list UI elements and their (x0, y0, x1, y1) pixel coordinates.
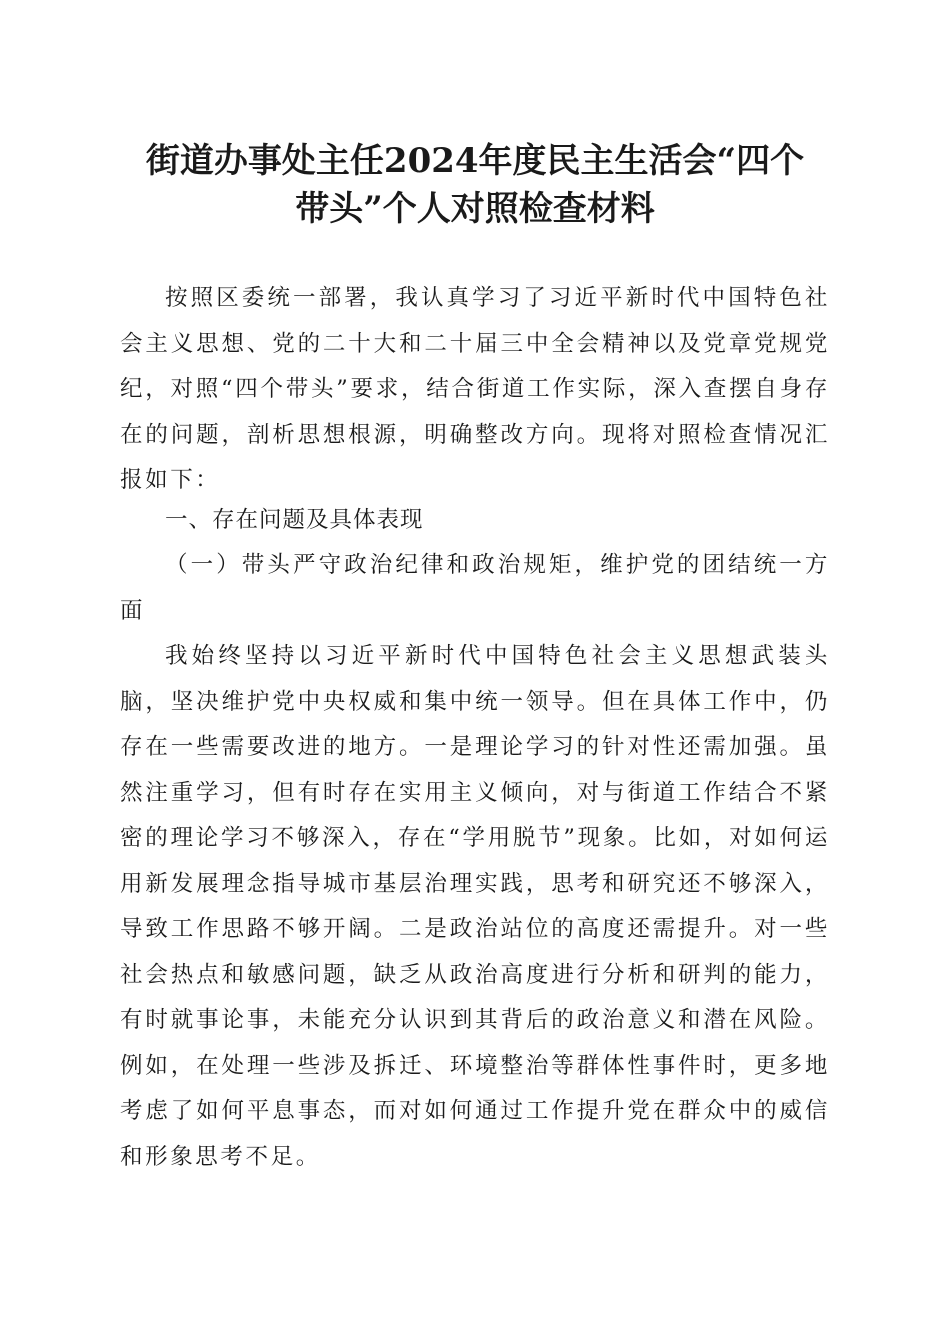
intro-paragraph: 按照区委统一部署，我认真学习了习近平新时代中国特色社会主义思想、党的二十大和二十届三中全会精神以及党章党规党纪，对照“四个带头”要求，结合街道工作实际，深入查摆自身存在的问题，剖析思想根源，明确整改方向。现将对照检查情况汇报如下： (120, 285, 830, 493)
section-heading: 一、存在问题及具体表现 (165, 507, 424, 533)
body-paragraph: 我始终坚持以习近平新时代中国特色社会主义思想武装头脑，坚决维护党中央权威和集中统一领导。但在具体工作中，仍存在一些需要改进的地方。一是理论学习的针对性还需加强。虽然注重学习，但有时存在实用主义倾向，对与街道工作结合不紧密的理论学习不够深入，存在“学用脱节”现象。比如，对如何运用新发展理念指导城市基层治理实践，思考和研究还不够深入，导致工作思路不够开阔。二是政治站位的高度还需提升。对一些社会热点和敏感问题，缺乏从政治高度进行分析和研判的能力，有时就事论事，未能充分认识到其背后的政治意义和潜在风险。例如，在处理一些涉及拆迁、环境整治等群体性事件时，更多地考虑了如何平息事态，而对如何通过工作提升党在群众中的威信和形象思考不足。 (120, 643, 830, 1170)
document-title-line-1: 街道办事处主任2024年度民主生活会“四个 (145, 141, 805, 181)
document-title-line-2: 带头”个人对照检查材料 (295, 189, 655, 229)
subsection-heading: （一）带头严守政治纪律和政治规矩，维护党的团结统一方面 (120, 552, 830, 624)
